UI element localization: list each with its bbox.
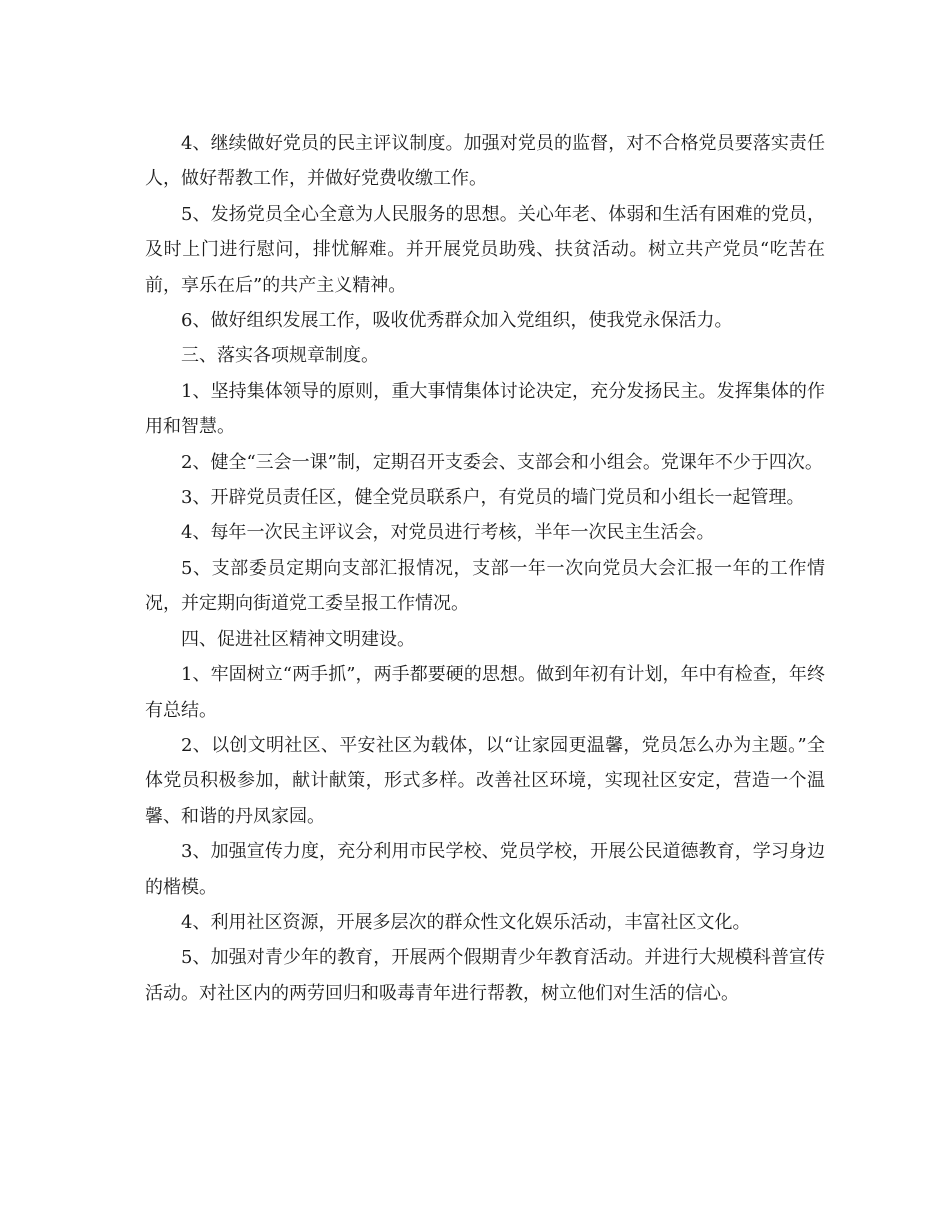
paragraph-collective-leadership: 1、坚持集体领导的原则，重大事情集体讨论决定，充分发扬民主。发挥集体的作用和智慧。 — [145, 380, 825, 438]
paragraph-serve-people: 5、发扬党员全心全意为人民服务的思想。关心年老、体弱和生活有困难的党员，及时上门进行慰问，排忧解难。并开展党员助残、扶贫活动。树立共产党员“吃苦在前，享乐在后”的共产主义精神。 — [145, 203, 825, 296]
paragraph-three-meetings: 2、健全“三会一课”制，定期召开支委会、支部会和小组会。党课年不少于四次。 — [181, 451, 823, 473]
paragraph-responsibility-zone: 3、开辟党员责任区，健全党员联系户，有党员的墙门党员和小组长一起管理。 — [181, 487, 805, 509]
paragraph-organization-development: 6、做好组织发展工作，吸收优秀群众加入党组织，使我党永保活力。 — [181, 310, 733, 332]
paragraph-youth-education: 5、加强对青少年的教育，开展两个假期青少年教育活动。并进行大规模科普宣传活动。对社区内的两劳回归和吸毒青年进行帮教，树立他们对生活的信心。 — [145, 947, 825, 1004]
paragraph-party-member-evaluation: 4、继续做好党员的民主评议制度。加强对党员的监督，对不合格党员要落实责任人，做好帮教工作，并做好党费收缴工作。 — [145, 133, 825, 190]
section-heading-civilization: 四、促进社区精神文明建设。 — [181, 628, 415, 650]
paragraph-annual-review: 4、每年一次民主评议会，对党员进行考核，半年一次民主生活会。 — [181, 522, 715, 544]
document-body — [145, 126, 825, 1011]
paragraph-civilized-community: 2、以创文明社区、平安社区为载体，以“让家园更温馨，党员怎么办为主题。”全体党员积极参加，献计献策，形式多样。改善社区环境，实现社区安定，营造一个温馨、和谐的丹凤家园。 — [145, 734, 825, 827]
paragraph-publicity: 3、加强宣传力度，充分利用市民学校、党员学校，开展公民道德教育，学习身边的楷模。 — [145, 841, 825, 898]
section-heading-regulations: 三、落实各项规章制度。 — [181, 345, 379, 367]
paragraph-reporting: 5、支部委员定期向支部汇报情况，支部一年一次向党员大会汇报一年的工作情况，并定期向街道党工委呈报工作情况。 — [145, 557, 825, 615]
paragraph-cultural-activities: 4、利用社区资源，开展多层次的群众性文化娱乐活动，丰富社区文化。 — [181, 911, 751, 933]
paragraph-two-hands: 1、牢固树立“两手抓”，两手都要硬的思想。做到年初有计划，年中有检查，年终有总结。 — [145, 664, 825, 721]
